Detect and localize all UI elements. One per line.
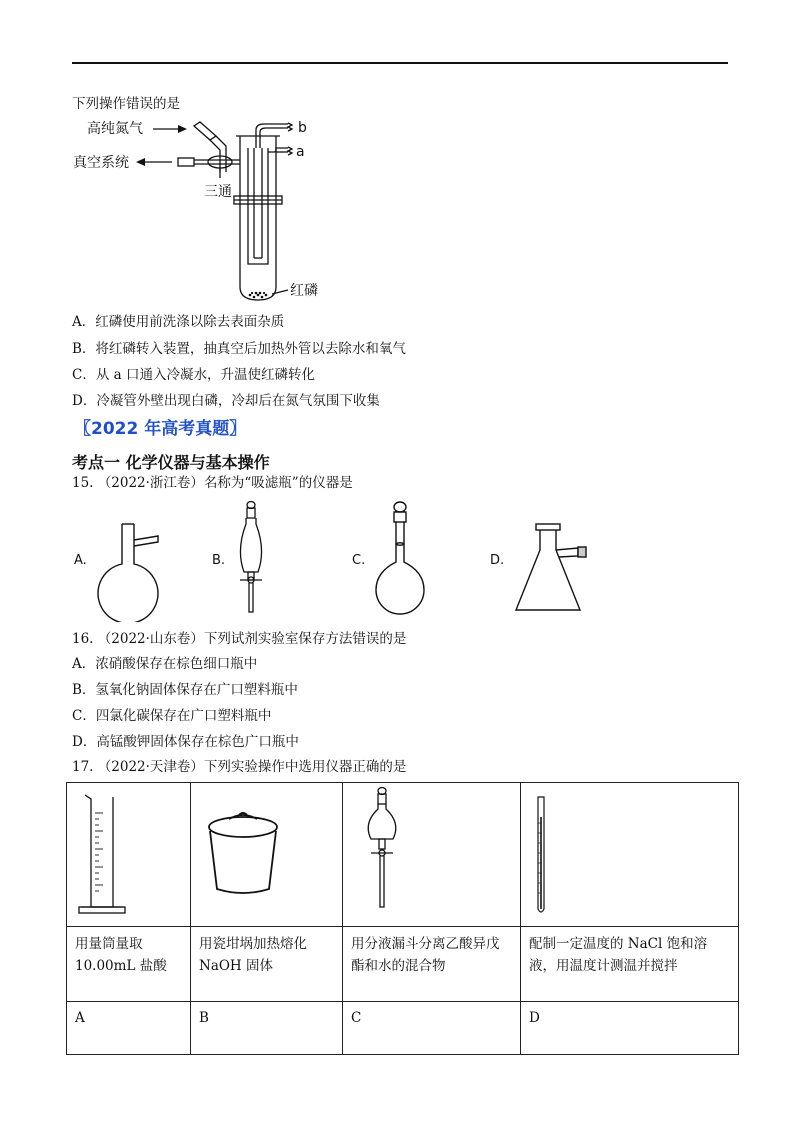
q15-label-a: A. <box>74 553 87 568</box>
nitrogen-inlet <box>194 122 216 140</box>
cell-d-image <box>521 783 739 927</box>
cell-a-text <box>67 927 191 1002</box>
cell-c-text-line1: 用分液漏斗分离乙酸异戊 <box>351 936 500 952</box>
apparatus-figure <box>60 112 360 312</box>
round-flask-sidearm <box>92 518 172 622</box>
cell-b-text-line2: NaOH 固体 <box>199 958 273 974</box>
label-valve: 三通 <box>204 184 232 200</box>
cell-d-text-line2: 液，用温度计测温并搅拌 <box>529 958 678 974</box>
cell-a-text-line1: 用量筒量取 <box>75 936 143 952</box>
label-port-b: b <box>298 120 307 136</box>
q16-option-c: C．四氯化碳保存在广口塑料瓶中 <box>72 708 272 724</box>
cell-c-text <box>343 927 521 1002</box>
label-phosphorus: 红磷 <box>290 283 318 299</box>
phosphorus-dots <box>249 292 268 299</box>
cell-c-text-line2: 酯和水的混合物 <box>351 958 446 974</box>
q16-option-a: A．浓硝酸保存在棕色细口瓶中 <box>72 656 258 672</box>
q14-stem: 下列操作错误的是 <box>72 96 180 112</box>
q14-option-b: B．将红磷转入装置，抽真空后加热外管以去除水和氧气 <box>72 341 406 357</box>
label-nitrogen: 高纯氮气 <box>87 121 143 137</box>
separatory-funnel <box>226 500 276 615</box>
q14-option-a: A．红磷使用前洗涤以除去表面杂质 <box>72 314 285 330</box>
q15-stem: 15. （2022·浙江卷）名称为“吸滤瓶”的仪器是 <box>72 475 353 491</box>
cell-b-text-line1: 用瓷坩埚加热熔化 <box>199 936 307 952</box>
cell-a-image <box>67 783 191 927</box>
cell-d-label: D <box>521 1002 739 1055</box>
volumetric-flask <box>370 500 440 618</box>
topic-title: 考点一 化学仪器与基本操作 <box>72 453 270 472</box>
suction-flask <box>510 520 600 618</box>
q16-option-d: D．高锰酸钾固体保存在棕色广口瓶中 <box>72 734 299 750</box>
q15-label-d: D. <box>490 553 505 568</box>
cell-b-image <box>191 783 343 927</box>
inner-tube <box>248 148 268 264</box>
header-rule <box>72 62 728 64</box>
q14-option-c: C．从 a 口通入冷凝水，升温使红磷转化 <box>72 367 315 383</box>
outer-tube <box>240 136 276 300</box>
cell-b-label: B <box>191 1002 343 1055</box>
label-vacuum: 真空系统 <box>73 155 129 171</box>
section-title: 〖2022 年高考真题〗 <box>74 419 247 439</box>
q17-stem: 17. （2022·天津卷）下列实验操作中选用仪器正确的是 <box>72 759 407 775</box>
q15-label-b: B. <box>212 553 226 568</box>
q16-stem: 16. （2022·山东卷）下列试剂实验室保存方法错误的是 <box>72 631 407 647</box>
label-port-a: a <box>296 144 305 160</box>
porcelain-crucible <box>203 809 283 899</box>
q15-label-c: C. <box>352 553 366 568</box>
cell-b-text <box>191 927 343 1002</box>
thermometer <box>531 793 551 919</box>
cell-c-label: C <box>343 1002 521 1055</box>
cell-c-image <box>343 783 521 927</box>
cell-d-text <box>521 927 739 1002</box>
graduated-cylinder <box>73 789 129 919</box>
vacuum-outlet <box>178 158 194 166</box>
q16-option-b: B．氢氧化钠固体保存在广口塑料瓶中 <box>72 682 298 698</box>
q14-option-d: D．冷凝管外壁出现白磷，冷却后在氮气氛围下收集 <box>72 393 380 409</box>
q17-table <box>66 782 739 1055</box>
cell-d-text-line1: 配制一定温度的 NaCl 饱和溶 <box>529 936 708 952</box>
cell-a-text-line2: 10.00mL 盐酸 <box>75 958 167 974</box>
cell-a-label: A <box>67 1002 191 1055</box>
separatory-funnel-table <box>357 783 407 915</box>
